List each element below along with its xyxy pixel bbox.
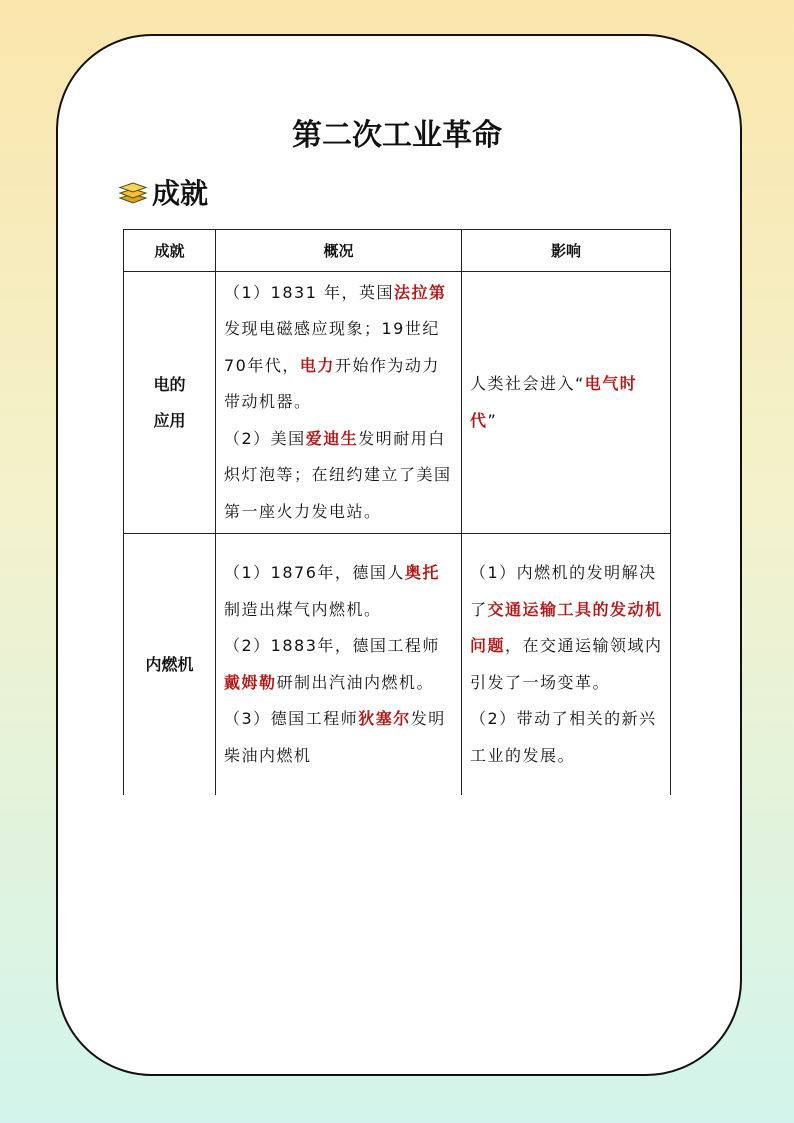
- row-name-cell: [124, 534, 216, 796]
- highlight-text: 电力: [299, 355, 335, 375]
- page-title: 第二次工业革命: [292, 118, 502, 153]
- highlight-text: 法拉第: [394, 282, 447, 302]
- row-name-line: 电的: [153, 374, 186, 394]
- highlight-text: 电气时代: [470, 374, 638, 430]
- impact-cell: [462, 534, 671, 796]
- text-run: 开始作为动力带动机器。: [224, 355, 440, 412]
- text-run: 发明耐用白炽灯泡等；在纽约建立了美国第一座火力发电站。: [224, 428, 452, 521]
- text-run: 发现电磁感应现象；19世纪70年代，: [224, 319, 440, 375]
- overview-paragraph: [216, 628, 461, 701]
- overview-cell: [216, 534, 462, 796]
- overview-paragraph: [216, 275, 461, 421]
- achievements-table: [123, 229, 671, 795]
- highlight-text: 狄塞尔: [358, 709, 411, 728]
- layers-icon: [118, 179, 148, 205]
- overview-paragraph: [216, 555, 461, 628]
- row-name-line: 应用: [153, 410, 186, 430]
- text-run: ，在交通运输领域内引发了一场变革。: [470, 636, 663, 692]
- text-run: 发明柴油内燃机: [224, 709, 446, 765]
- impact-paragraph: [462, 555, 670, 701]
- highlight-text: 爱迪生: [305, 428, 359, 448]
- text-run: （2）带动了相关的新兴工业的发展。: [470, 709, 657, 765]
- text-run: （1）内燃机的发明解决了: [470, 563, 657, 619]
- table-header-row: [124, 230, 671, 272]
- text-run: （2）1883年，德国工程师: [224, 636, 440, 655]
- header-overview: 概况: [216, 230, 462, 272]
- highlight-text: 戴姆勒: [224, 672, 277, 692]
- text-run: 人类社会进入“: [470, 374, 585, 393]
- row-name-cell: [124, 272, 216, 534]
- table-row: [124, 534, 671, 796]
- table-row: [124, 272, 671, 534]
- impact-paragraph: [462, 701, 670, 774]
- text-run: （1）1831 年，英国: [224, 282, 394, 302]
- text-run: （2）美国: [224, 428, 306, 448]
- header-achievement: 成就: [124, 230, 216, 272]
- text-run: ”: [487, 410, 498, 430]
- header-impact: 影响: [462, 230, 671, 272]
- row-name-line: 内燃机: [145, 654, 194, 674]
- text-run: 研制出汽油内燃机。: [276, 672, 435, 692]
- impact-cell: [462, 272, 671, 534]
- text-run: （3）德国工程师: [224, 709, 359, 728]
- overview-cell: [216, 272, 462, 534]
- section-heading: [118, 172, 208, 212]
- text-run: （1）1876年，德国人: [224, 563, 405, 582]
- overview-paragraph: [216, 421, 461, 531]
- section-label: 成就: [152, 177, 209, 210]
- impact-paragraph: [462, 366, 670, 439]
- overview-paragraph: [216, 701, 461, 774]
- highlight-text: 奥托: [404, 563, 440, 582]
- text-run: 制造出煤气内燃机。: [224, 599, 382, 619]
- highlight-text: 交通运输工具的发动机问题: [470, 599, 663, 655]
